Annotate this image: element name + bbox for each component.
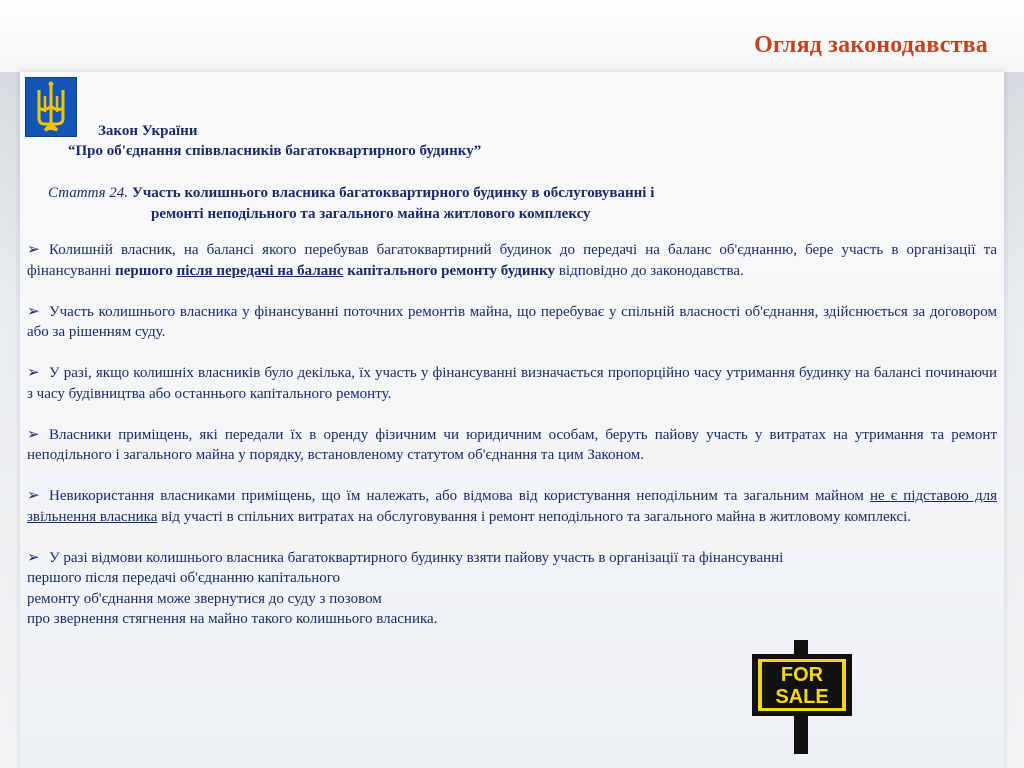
paragraph-5-underlined: не є підставою для звільнення власника bbox=[27, 488, 997, 525]
paragraph-6 bbox=[27, 548, 997, 630]
article-title-line1: Участь колишнього власника багатоквартирного будинку в обслуговуванні і bbox=[131, 185, 655, 201]
law-heading bbox=[68, 121, 481, 161]
paragraph-2-text: Участь колишнього власника у фінансуванні поточних ремонтів майна, що перебуває у спільній власності об'єднання, здійснюється за договором або за рішенням суду. bbox=[27, 303, 997, 340]
law-title: “Про об'єднання співвласників багатоквартирного будинку” bbox=[68, 143, 482, 159]
paragraph-1 bbox=[27, 240, 997, 281]
paragraph-5-end: від участі в спільних витратах на обслуговування і ремонт неподільного та загального майна в житловому комплексі. bbox=[157, 508, 912, 525]
paragraph-5 bbox=[27, 486, 997, 527]
sign-text-sale: SALE bbox=[775, 686, 829, 708]
bullet-arrow-icon: ➢ bbox=[27, 365, 40, 381]
article-label: Стаття 24. bbox=[48, 185, 129, 201]
article-heading bbox=[48, 183, 654, 225]
paragraph-1-bold-repair: капітального ремонту будинку bbox=[347, 262, 556, 279]
paragraph-6-line2: першого після передачі об'єднанню капітального bbox=[27, 570, 341, 586]
paragraph-3-text: У разі, якщо колишніх власників було декілька, їх участь у фінансуванні визначається пропорційно часу утримання будинку на балансі починаючи з часу будівництва або останнього капітального ремонту. bbox=[27, 365, 997, 402]
article-body bbox=[27, 240, 997, 650]
paragraph-5-text: Невикористання власниками приміщень, що їм належать, або відмова від користування неподільним та загальним майном bbox=[49, 488, 870, 504]
paragraph-2 bbox=[27, 302, 997, 343]
paragraph-6-line1: У разі відмови колишнього власника багатоквартирного будинку взяти пайову участь в організації та фінансуванні bbox=[49, 549, 784, 566]
sign-text-for: FOR bbox=[780, 664, 824, 686]
paragraph-1-underlined: після передачі на баланс bbox=[176, 262, 344, 279]
paragraph-1-bold-first: першого bbox=[115, 262, 173, 279]
paragraph-6-line4: про звернення стягнення на майно такого колишнього власника. bbox=[27, 611, 438, 627]
bullet-arrow-icon: ➢ bbox=[27, 303, 40, 320]
for-sale-sign-icon bbox=[750, 640, 854, 754]
article-title-line2: ремонті неподільного та загального майна житлового комплексу bbox=[151, 206, 591, 222]
bullet-arrow-icon: ➢ bbox=[27, 426, 40, 443]
paragraph-4-text: Власники приміщень, які передали їх в оренду фізичним чи юридичним особам, беруть пайову участь у витратах на утримання та ремонт неподільного і загального майна у порядку, встановленому статутом об'єднання та цим Законом. bbox=[27, 426, 997, 463]
bullet-arrow-icon: ➢ bbox=[27, 488, 40, 504]
slide-title: Огляд законодавства bbox=[754, 32, 988, 58]
paragraph-4 bbox=[27, 425, 997, 466]
paragraph-6-line3: ремонту об'єднання може звернутися до суду з позовом bbox=[27, 590, 382, 607]
paragraph-3 bbox=[27, 363, 997, 404]
paragraph-1-text: Колишній власник, на балансі якого перебував багатоквартирний будинок до передачі на баланс об'єднанню, бере участь в організації та фінансуванні bbox=[27, 242, 997, 279]
paragraph-1-end: відповідно до законодавства. bbox=[555, 262, 744, 279]
bullet-arrow-icon: ➢ bbox=[27, 549, 40, 566]
law-name: Закон України bbox=[98, 123, 198, 139]
bullet-arrow-icon: ➢ bbox=[27, 242, 40, 258]
